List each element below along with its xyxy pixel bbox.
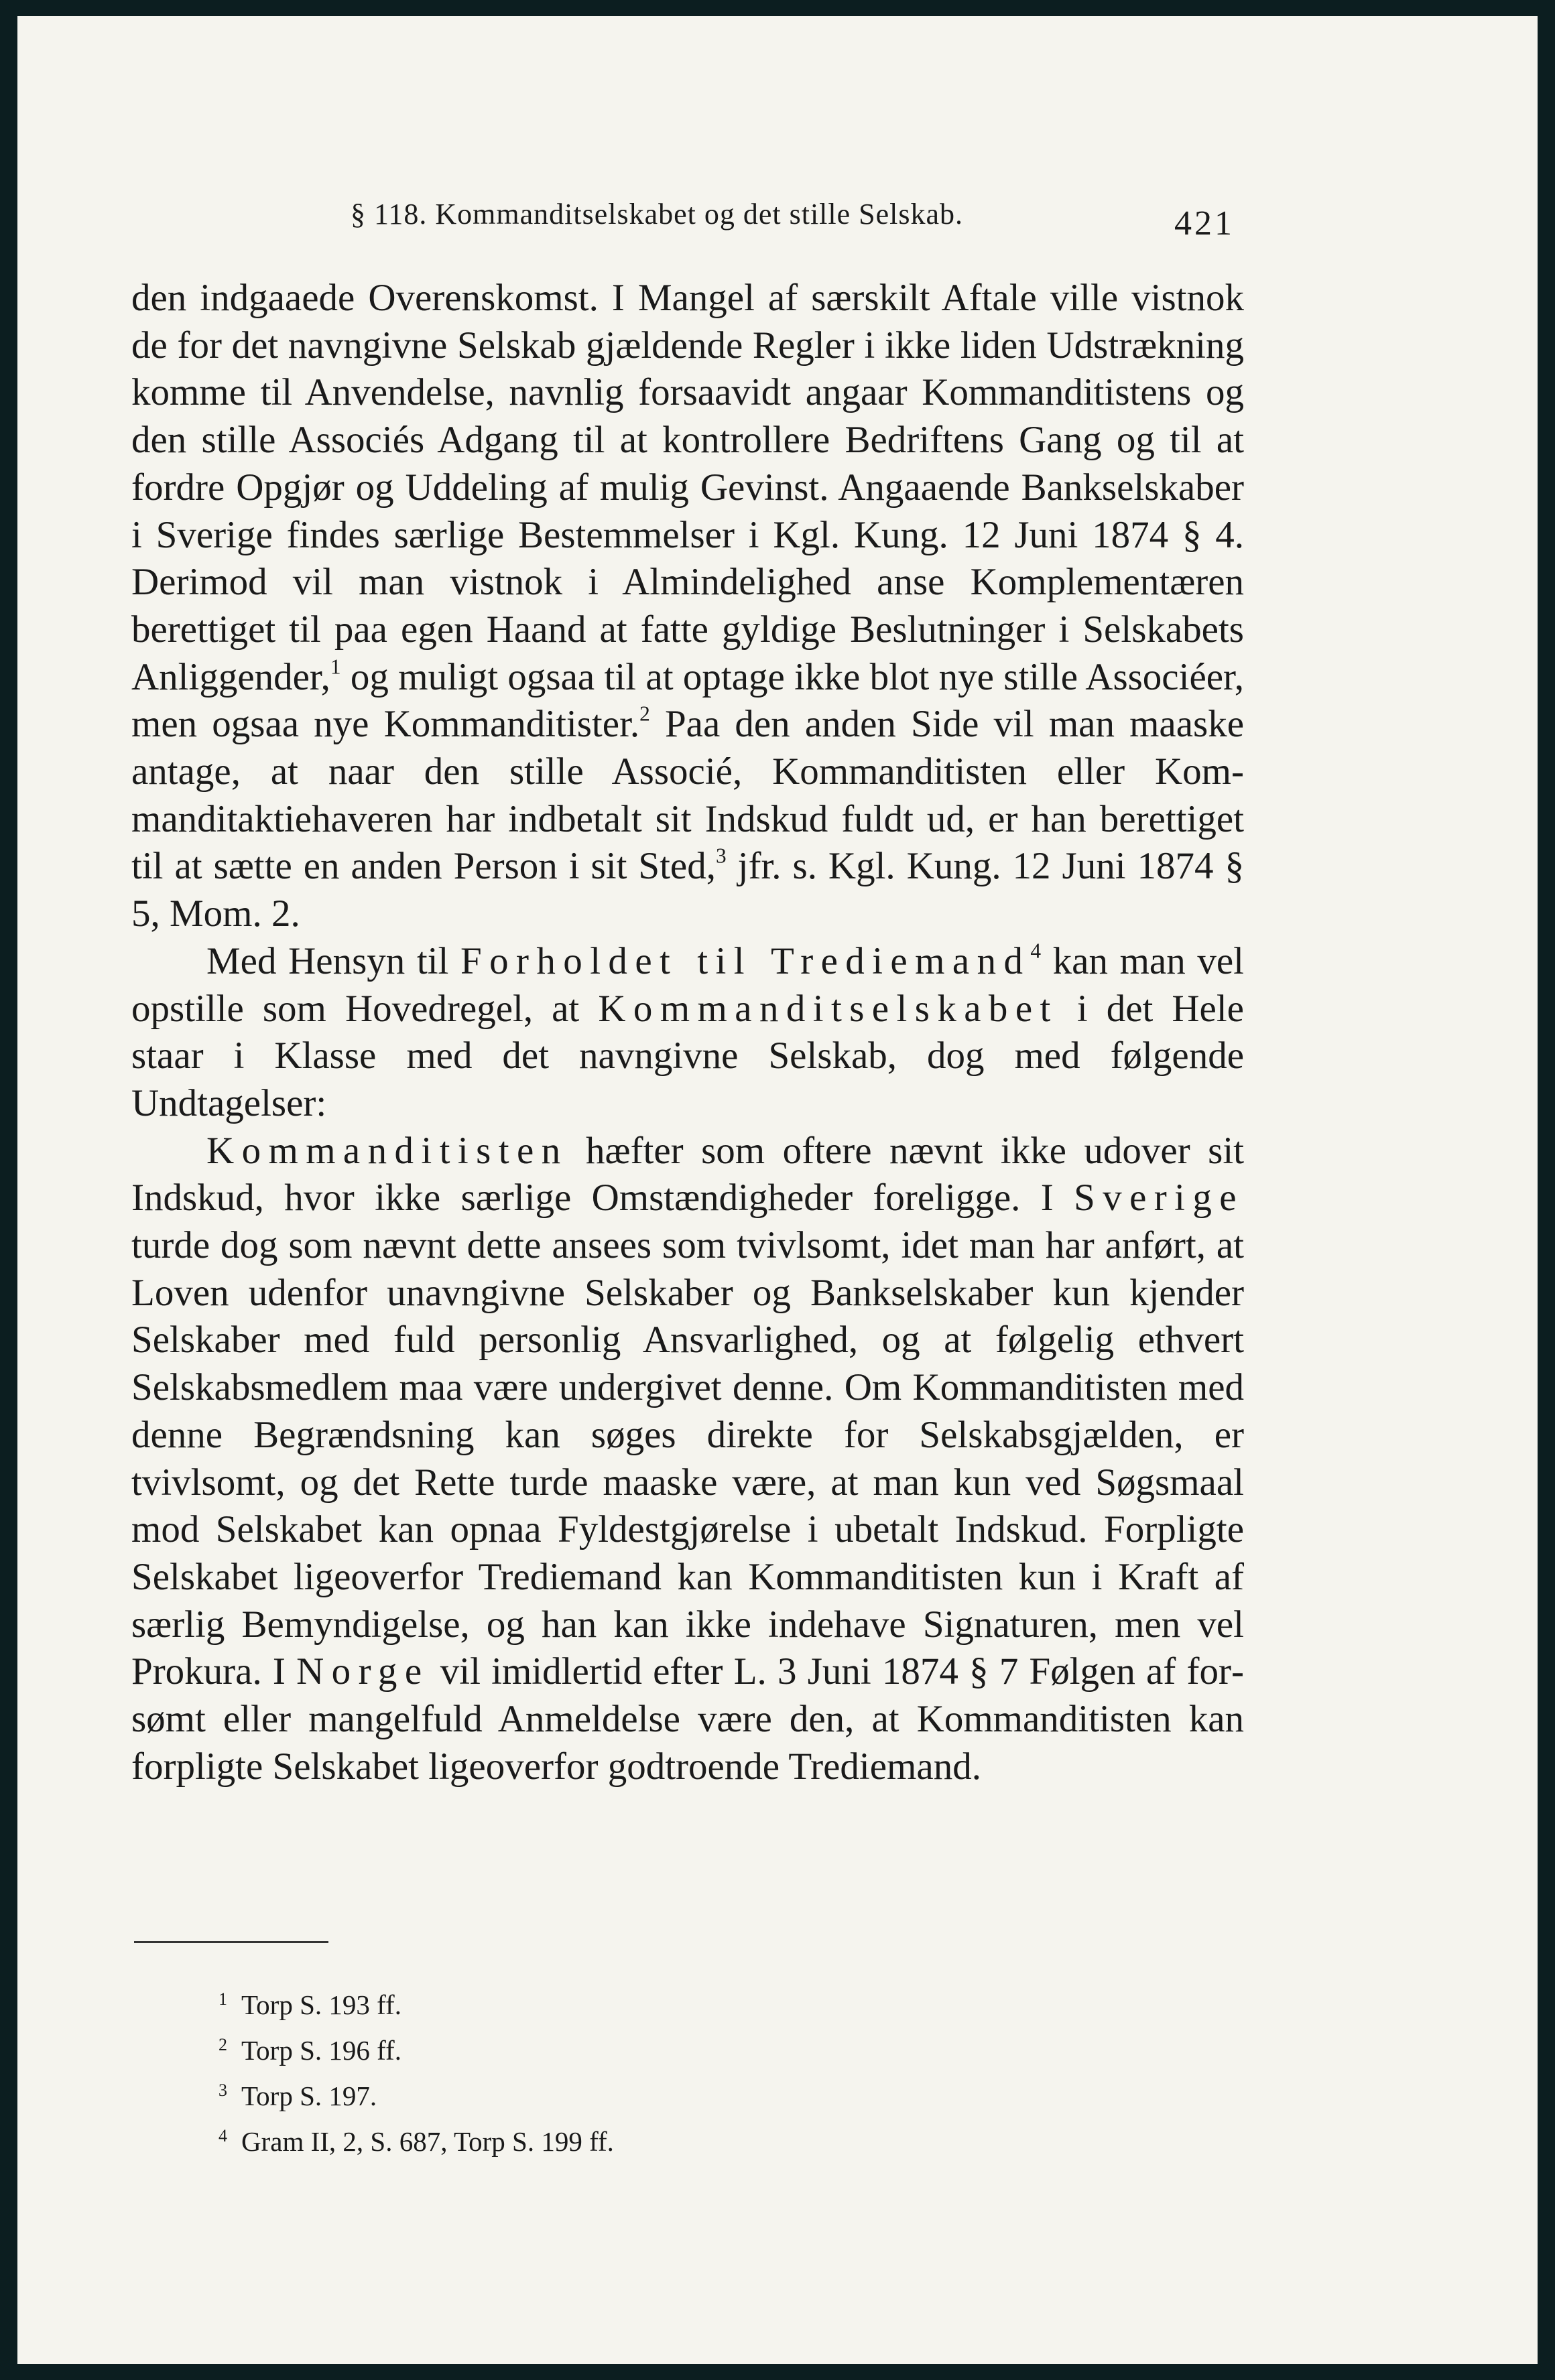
paragraph	[131, 1128, 1244, 1791]
footnote	[219, 2116, 614, 2162]
footnote-ref: 4	[1030, 939, 1042, 963]
spaced-emphasis: Forholdet til Trediemand	[460, 939, 1031, 982]
text-run: hæfter som oftere nævnt ikke udover sit Indskud, hvor ikke særlige Omstændigheder foreligge. I	[131, 1129, 1244, 1219]
body-text	[131, 275, 1244, 1791]
text-run: den indgaaede Overenskomst. I Mangel af særskilt Aftale ville vistnok de for det navngivne Selskab gjældende Regler i ikke liden Udstrækning komme til Anvendelse, navnlig forsaavidt angaar Kommanditistens og den stille Associés Adgang til at kontrollere Bedriftens Gang og til at fordre Opgjør og Uddeling af mulig Gevinst. Angaaende Bankselskaber i Sverige findes særlige Bestemmelser i Kgl. Kung. 12 Juni 1874 § 4. Derimod vil man vistnok i Almindelighed anse Komplementæren berettiget til paa egen Haand at fatte gyldige Beslutninger i Selskabets Anliggender,	[131, 277, 1244, 698]
paragraph	[131, 275, 1244, 938]
footnote-ref: 2	[639, 702, 650, 726]
book-page	[17, 16, 1538, 2364]
text-run: vil imidlertid efter L. 3 Juni 1874 § 7 Følgen af forsømt eller mangelfuld Anmeldelse være den, at Kommanditisten kan forpligte Selskabet ligeoverfor godtroende Trediemand.	[131, 1650, 1244, 1788]
page-number: 421	[1174, 204, 1235, 243]
footnote-number: 4	[219, 2126, 227, 2145]
footnote	[219, 2070, 614, 2116]
footnotes	[219, 1979, 614, 2162]
footnote-text: Torp S. 193 ff.	[241, 1989, 401, 2020]
text-run: turde dog som nævnt dette ansees som tvivlsomt, idet man har anført, at Loven udenfor unavngivne Selskaber og Bankselskaber kun kjender Selskaber med fuld personlig Ansvarlighed, og at følgelig ethvert Selskabsmedlem maa være undergivet denne. Om Kommanditisten med denne Begrændsning kan søges direkte for Selskabsgjælden, er tvivlsomt, og det Rette turde maaske være, at man kun ved Søgsmaal mod Selskabet kan opnaa Fyldestgjørelse i ubetalt Indskud. Forpligte Selskabet ligeoverfor Trediemand kan Kommanditisten kun i Kraft af særlig Bemyndigelse, og han kan ikke indehave Signaturen, men vel Prokura. I	[131, 1224, 1244, 1693]
spaced-emphasis: Norge	[296, 1650, 430, 1693]
footnote	[219, 1979, 614, 2025]
footnote-ref: 1	[330, 655, 341, 679]
footnote-number: 1	[219, 1989, 227, 2009]
footnote-text: Gram II, 2, S. 687, Torp S. 199 ff.	[241, 2126, 614, 2157]
footnote-number: 2	[219, 2035, 227, 2054]
running-title: § 118. Kommanditselskabet og det stille Selskab.	[351, 198, 964, 230]
spaced-emphasis: Kommanditselskabet	[598, 987, 1058, 1030]
paragraph	[131, 938, 1244, 1128]
text-run: jfr. s. Kgl. Kung. 12 Juni 1874 § 5, Mom. 2.	[131, 845, 1244, 935]
footnote-ref: 3	[715, 844, 727, 868]
text-run: Med Hensyn til	[206, 939, 461, 982]
text-run: Paa den anden Side vil man maaske antage, at naar den stille Associé, Kommanditisten eller Kommanditaktiehaveren har indbetalt sit Indskud fuldt ud, er han berettiget til at sætte en anden Person i sit Sted,	[131, 703, 1244, 888]
spaced-emphasis: Kommanditisten	[206, 1129, 568, 1172]
text-run: i det Hele staar i Klasse med det navngivne Selskab, dog med følgende Undtagelser:	[131, 987, 1244, 1124]
footnote-number: 3	[219, 2080, 227, 2100]
text-run: kan man vel opstille som Hovedregel, at	[131, 939, 1244, 1030]
footnote-text: Torp S. 197.	[241, 2080, 377, 2111]
footnote	[219, 2025, 614, 2070]
footnote-rule	[134, 1941, 328, 1943]
text-run: og muligt ogsaa til at optage ikke blot nye stille Associéer, men ogsaa nye Kommanditister.	[131, 655, 1244, 746]
footnote-text: Torp S. 196 ff.	[241, 2035, 401, 2066]
spaced-emphasis: Sverige	[1074, 1177, 1244, 1219]
